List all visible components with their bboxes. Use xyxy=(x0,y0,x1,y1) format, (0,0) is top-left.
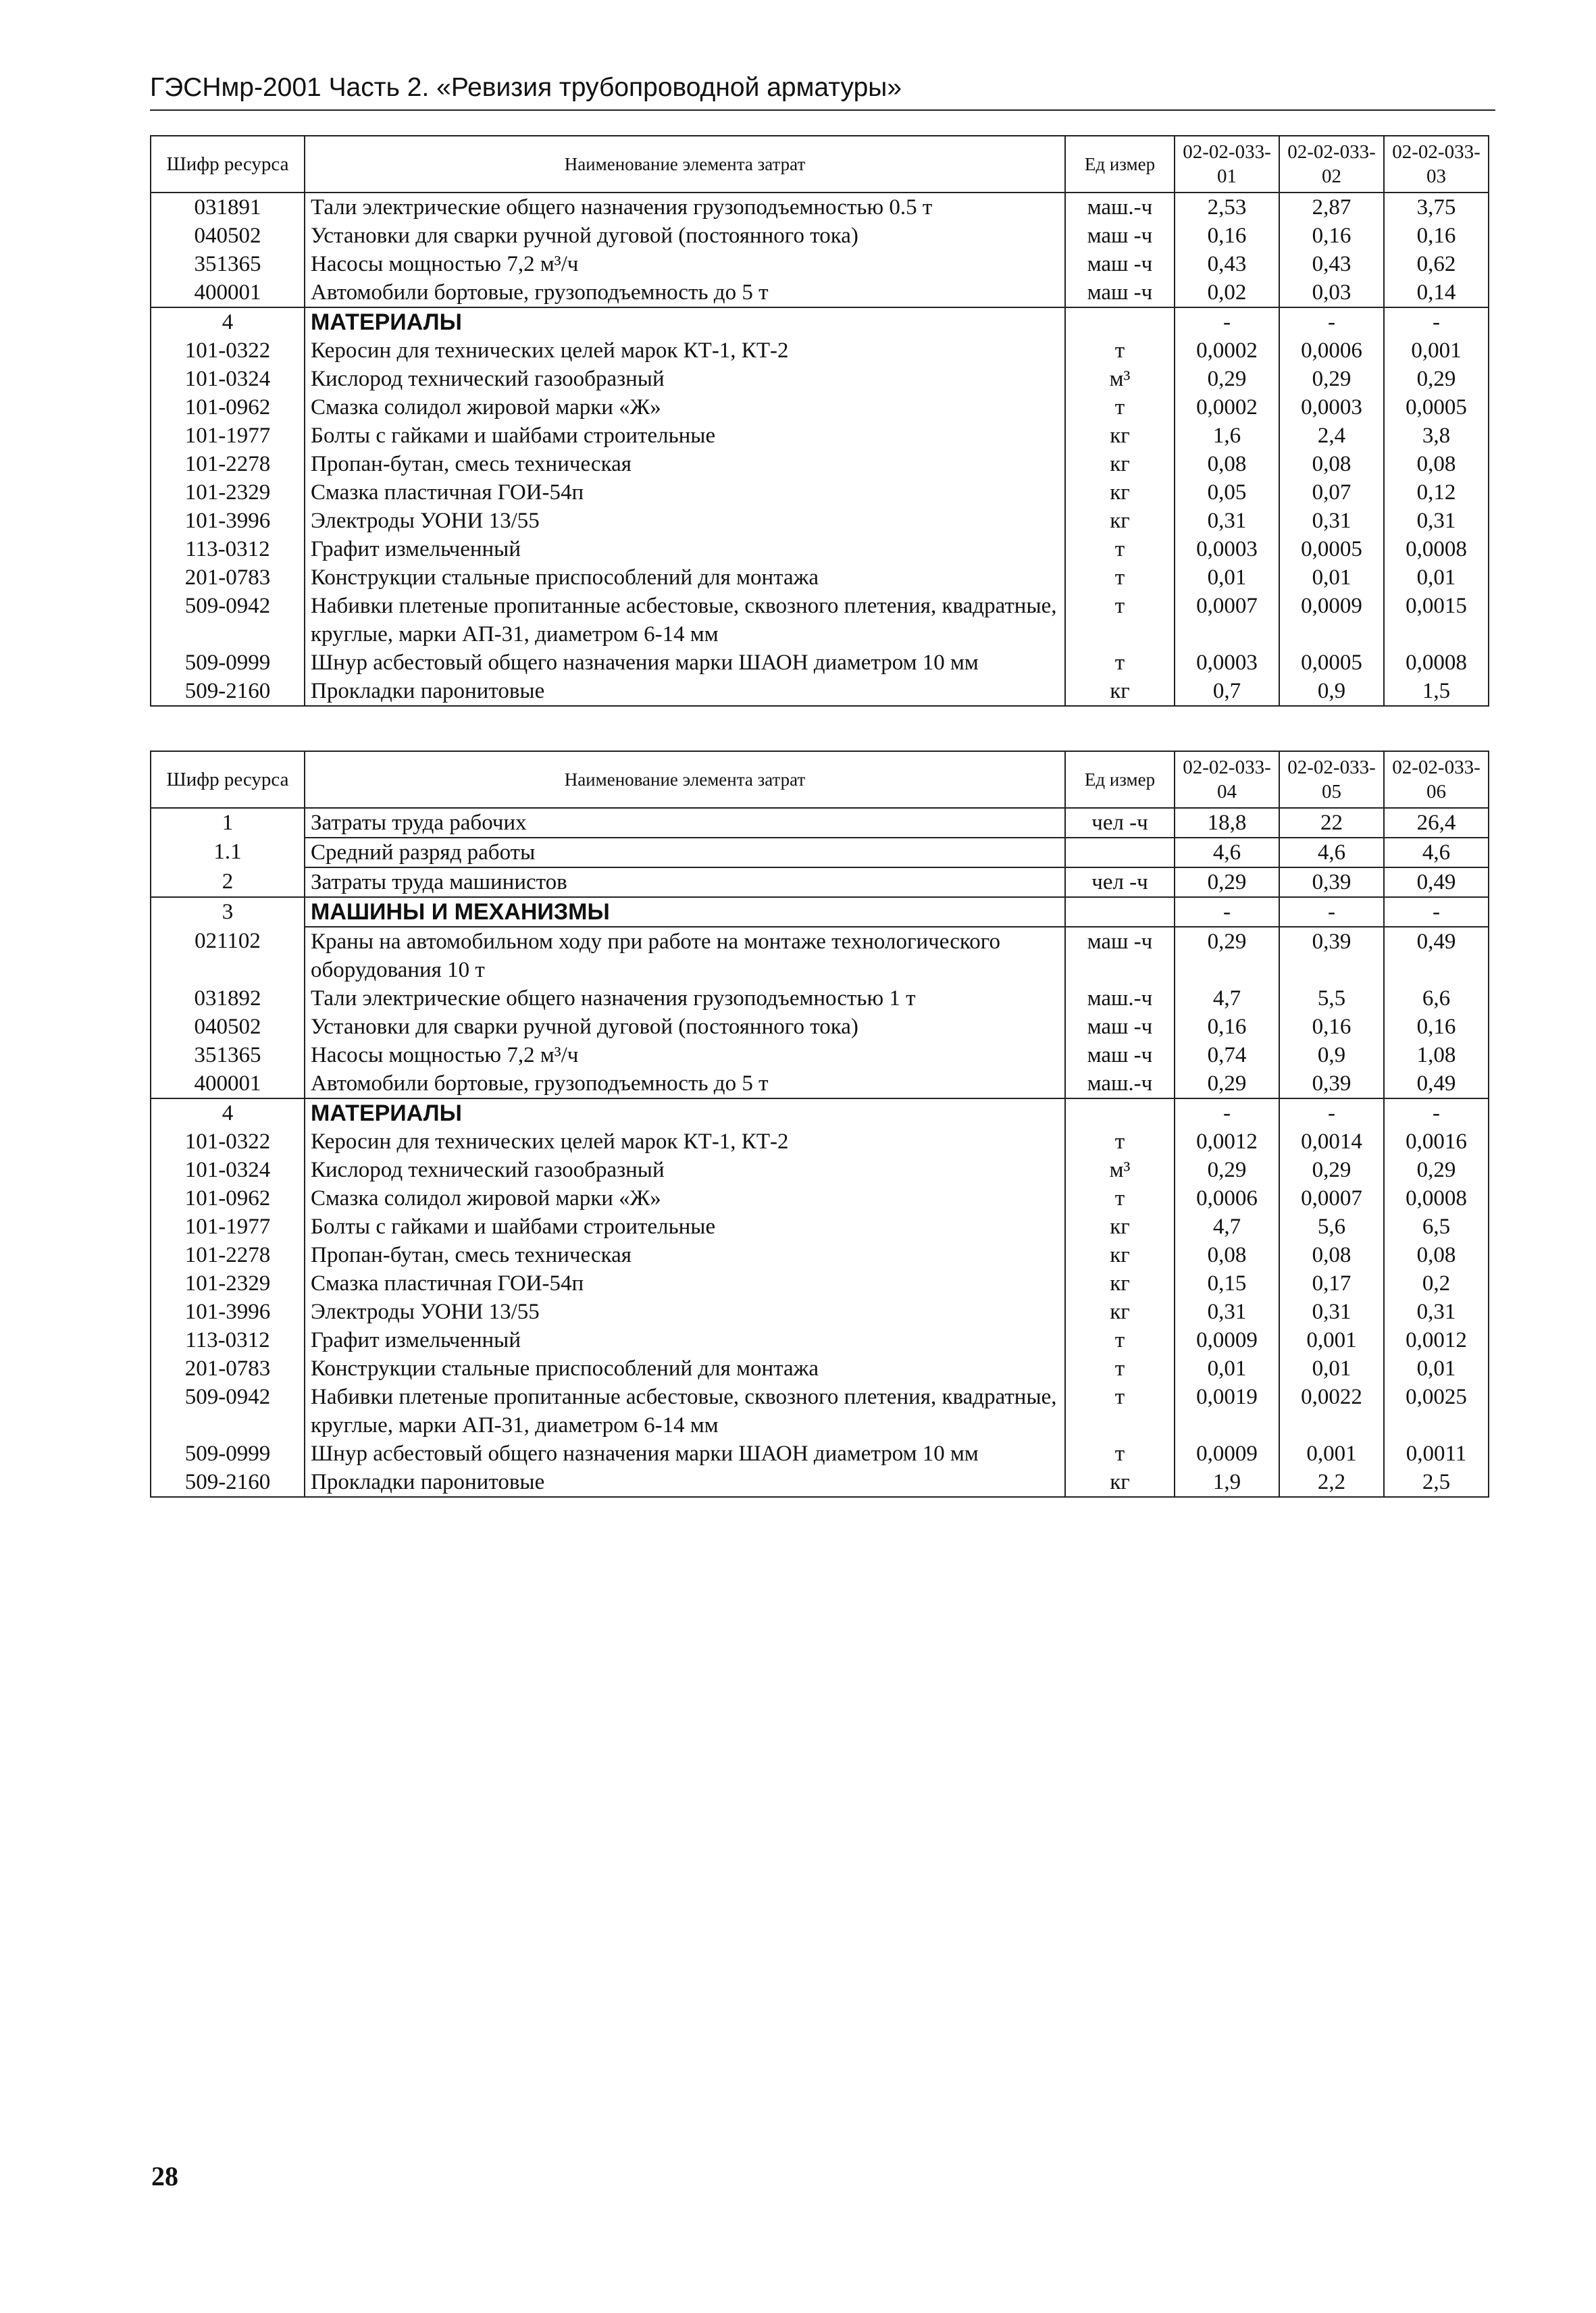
resource-name: Керосин для технических целей марок КТ-1, КТ-2 xyxy=(305,1127,1065,1156)
value-cell-1: 1,9 xyxy=(1175,1468,1279,1497)
resource-name: Графит измельченный xyxy=(305,1326,1065,1354)
value-cell-2: 0,17 xyxy=(1279,1269,1384,1298)
value-cell-3: - xyxy=(1384,1098,1489,1127)
resource-code: 040502 xyxy=(151,222,305,250)
unit-cell: маш.-ч xyxy=(1065,1069,1175,1098)
value-cell-1: 0,43 xyxy=(1175,250,1279,278)
value-cell-3: 0,31 xyxy=(1384,507,1489,535)
value-cell-1: 18,8 xyxy=(1175,808,1279,838)
unit-cell: кг xyxy=(1065,1269,1175,1298)
unit-cell: т xyxy=(1065,649,1175,677)
value-cell-1: 0,31 xyxy=(1175,507,1279,535)
resource-name: Шнур асбестовый общего назначения марки ШАОН диаметром 10 мм xyxy=(305,649,1065,677)
resource-code: 040502 xyxy=(151,1013,305,1041)
table-row xyxy=(151,1468,1489,1497)
unit-cell: кг xyxy=(1065,1468,1175,1497)
value-cell-3: 0,0011 xyxy=(1384,1440,1489,1468)
resource-name: Прокладки паронитовые xyxy=(305,677,1065,706)
table-row xyxy=(151,592,1489,649)
resource-name: Электроды УОНИ 13/55 xyxy=(305,507,1065,535)
unit-cell: кг xyxy=(1065,1213,1175,1241)
value-cell-3: 0,14 xyxy=(1384,278,1489,307)
unit-cell: т xyxy=(1065,1127,1175,1156)
resource-name: Насосы мощностью 7,2 м³/ч xyxy=(305,1041,1065,1069)
resource-name: Болты с гайками и шайбами строительные xyxy=(305,422,1065,450)
resource-name: Конструкции стальные приспособлений для монтажа xyxy=(305,1354,1065,1383)
value-cell-2: 0,0007 xyxy=(1279,1184,1384,1213)
value-cell-1: 0,08 xyxy=(1175,1241,1279,1269)
value-cell-3: 0,0012 xyxy=(1384,1326,1489,1354)
resource-code: 400001 xyxy=(151,1069,305,1098)
resource-name: Конструкции стальные приспособлений для монтажа xyxy=(305,563,1065,592)
value-cell-3: 3,75 xyxy=(1384,193,1489,222)
value-cell-1: 0,0002 xyxy=(1175,393,1279,422)
value-cell-2: 0,31 xyxy=(1279,1298,1384,1326)
value-cell-1: 0,16 xyxy=(1175,222,1279,250)
value-cell-2: 5,5 xyxy=(1279,984,1384,1013)
unit-cell: кг xyxy=(1065,478,1175,507)
column-header-code: Шифр ресурса xyxy=(151,136,305,193)
value-cell-1: 0,29 xyxy=(1175,1156,1279,1184)
unit-cell xyxy=(1065,838,1175,867)
column-header-name: Наименование элемента затрат xyxy=(305,136,1065,193)
resource-code: 101-3996 xyxy=(151,507,305,535)
resource-code: 2 xyxy=(151,867,305,897)
resource-code: 101-1977 xyxy=(151,1213,305,1241)
value-cell-3: 0,62 xyxy=(1384,250,1489,278)
value-cell-2: 0,0014 xyxy=(1279,1127,1384,1156)
value-cell-3: 0,16 xyxy=(1384,1013,1489,1041)
value-cell-1: 0,0012 xyxy=(1175,1127,1279,1156)
resource-code: 113-0312 xyxy=(151,1326,305,1354)
resource-code: 1 xyxy=(151,808,305,838)
value-cell-2: 0,08 xyxy=(1279,1241,1384,1269)
value-cell-1: 0,01 xyxy=(1175,563,1279,592)
unit-cell xyxy=(1065,307,1175,336)
resource-code: 351365 xyxy=(151,1041,305,1069)
value-cell-2: - xyxy=(1279,897,1384,927)
value-cell-3: - xyxy=(1384,897,1489,927)
value-cell-1: 4,7 xyxy=(1175,984,1279,1013)
value-cell-1: 0,0003 xyxy=(1175,535,1279,563)
value-cell-3: 0,49 xyxy=(1384,867,1489,897)
resource-name: Смазка солидол жировой марки «Ж» xyxy=(305,1184,1065,1213)
header-rule xyxy=(150,109,1495,111)
resource-name: Прокладки паронитовые xyxy=(305,1468,1065,1497)
table-row xyxy=(151,838,1489,867)
value-cell-3: 0,01 xyxy=(1384,1354,1489,1383)
value-cell-3: 0,0008 xyxy=(1384,1184,1489,1213)
resource-name: Краны на автомобильном ходу при работе на монтаже технологического оборудования 10 т xyxy=(305,927,1065,984)
value-cell-1: 0,0009 xyxy=(1175,1440,1279,1468)
column-header-name: Наименование элемента затрат xyxy=(305,751,1065,808)
value-cell-1: 0,29 xyxy=(1175,1069,1279,1098)
resource-name: Пропан-бутан, смесь техническая xyxy=(305,1241,1065,1269)
resource-name: Кислород технический газообразный xyxy=(305,1156,1065,1184)
value-cell-2: 0,0022 xyxy=(1279,1383,1384,1440)
value-cell-1: 0,0007 xyxy=(1175,592,1279,649)
value-cell-3: 0,0025 xyxy=(1384,1383,1489,1440)
value-cell-2: 2,87 xyxy=(1279,193,1384,222)
value-cell-3: 0,0005 xyxy=(1384,393,1489,422)
table-row xyxy=(151,336,1489,365)
column-header-unit: Ед измер xyxy=(1065,136,1175,193)
resource-name: Автомобили бортовые, грузоподъемность до 5 т xyxy=(305,278,1065,307)
resource-name: Электроды УОНИ 13/55 xyxy=(305,1298,1065,1326)
table-row xyxy=(151,897,1489,927)
value-cell-2: 0,01 xyxy=(1279,1354,1384,1383)
resource-name: Средний разряд работы xyxy=(305,838,1065,867)
unit-cell: маш -ч xyxy=(1065,1013,1175,1041)
column-header-v1: 02-02-033-04 xyxy=(1175,751,1279,808)
unit-cell: т xyxy=(1065,1354,1175,1383)
unit-cell: кг xyxy=(1065,507,1175,535)
resource-code: 101-0322 xyxy=(151,1127,305,1156)
value-cell-1: 0,15 xyxy=(1175,1269,1279,1298)
table-row xyxy=(151,1127,1489,1156)
page-header-title: ГЭСНмр-2001 Часть 2. «Ревизия трубопроводной арматуры» xyxy=(150,73,902,102)
value-cell-1: 4,6 xyxy=(1175,838,1279,867)
unit-cell: кг xyxy=(1065,450,1175,478)
value-cell-2: 0,39 xyxy=(1279,927,1384,984)
column-header-v2: 02-02-033-05 xyxy=(1279,751,1384,808)
table-row xyxy=(151,984,1489,1013)
value-cell-2: 0,01 xyxy=(1279,563,1384,592)
value-cell-2: 0,39 xyxy=(1279,1069,1384,1098)
resource-name: Автомобили бортовые, грузоподъемность до 5 т xyxy=(305,1069,1065,1098)
resource-code: 101-3996 xyxy=(151,1298,305,1326)
unit-cell: чел -ч xyxy=(1065,808,1175,838)
value-cell-2: 4,6 xyxy=(1279,838,1384,867)
value-cell-2: 0,0005 xyxy=(1279,649,1384,677)
unit-cell: маш -ч xyxy=(1065,222,1175,250)
value-cell-2: 2,2 xyxy=(1279,1468,1384,1497)
resource-name: Набивки плетеные пропитанные асбестовые, сквозного плетения, квадратные, круглые, марки АП-31, диаметром 6-14 мм xyxy=(305,1383,1065,1440)
value-cell-2: 0,08 xyxy=(1279,450,1384,478)
resource-name: Графит измельченный xyxy=(305,535,1065,563)
value-cell-2: - xyxy=(1279,307,1384,336)
table-row xyxy=(151,1041,1489,1069)
value-cell-2: 5,6 xyxy=(1279,1213,1384,1241)
resource-name: МАТЕРИАЛЫ xyxy=(305,307,1065,336)
resource-code: 4 xyxy=(151,307,305,336)
value-cell-1: 0,29 xyxy=(1175,867,1279,897)
table-row xyxy=(151,927,1489,984)
unit-cell: кг xyxy=(1065,677,1175,706)
value-cell-2: 0,001 xyxy=(1279,1326,1384,1354)
resource-name: Тали электрические общего назначения грузоподъемностью 0.5 т xyxy=(305,193,1065,222)
table-row xyxy=(151,535,1489,563)
table-row xyxy=(151,307,1489,336)
resource-code: 101-0322 xyxy=(151,336,305,365)
table-row xyxy=(151,1241,1489,1269)
resource-name: Кислород технический газообразный xyxy=(305,365,1065,393)
resource-name: Болты с гайками и шайбами строительные xyxy=(305,1213,1065,1241)
resource-code: 101-0962 xyxy=(151,1184,305,1213)
value-cell-1: 0,7 xyxy=(1175,677,1279,706)
table-row xyxy=(151,507,1489,535)
table-row xyxy=(151,1098,1489,1127)
resource-code: 509-0942 xyxy=(151,592,305,649)
value-cell-3: 0,29 xyxy=(1384,1156,1489,1184)
value-cell-3: 0,16 xyxy=(1384,222,1489,250)
resource-name: Смазка пластичная ГОИ-54п xyxy=(305,478,1065,507)
column-header-v1: 02-02-033-01 xyxy=(1175,136,1279,193)
resource-table-2 xyxy=(150,751,1489,1498)
column-header-unit: Ед измер xyxy=(1065,751,1175,808)
table-row xyxy=(151,450,1489,478)
resource-code: 101-0324 xyxy=(151,1156,305,1184)
value-cell-2: 0,9 xyxy=(1279,677,1384,706)
resource-name: Тали электрические общего назначения грузоподъемностью 1 т xyxy=(305,984,1065,1013)
table-row xyxy=(151,193,1489,222)
value-cell-3: 0,12 xyxy=(1384,478,1489,507)
value-cell-3: 2,5 xyxy=(1384,1468,1489,1497)
table-row xyxy=(151,808,1489,838)
value-cell-2: 0,31 xyxy=(1279,507,1384,535)
value-cell-3: 1,5 xyxy=(1384,677,1489,706)
value-cell-1: 0,29 xyxy=(1175,927,1279,984)
table-row xyxy=(151,1383,1489,1440)
table-row xyxy=(151,1156,1489,1184)
value-cell-1: 4,7 xyxy=(1175,1213,1279,1241)
unit-cell: кг xyxy=(1065,422,1175,450)
resource-code: 031892 xyxy=(151,984,305,1013)
value-cell-3: 0,0016 xyxy=(1384,1127,1489,1156)
value-cell-3: 0,001 xyxy=(1384,336,1489,365)
value-cell-2: 0,43 xyxy=(1279,250,1384,278)
value-cell-2: 0,39 xyxy=(1279,867,1384,897)
value-cell-2: 0,16 xyxy=(1279,222,1384,250)
value-cell-3: 0,08 xyxy=(1384,1241,1489,1269)
resource-code: 3 xyxy=(151,897,305,927)
value-cell-3: 0,08 xyxy=(1384,450,1489,478)
column-header-v3: 02-02-033-03 xyxy=(1384,136,1489,193)
value-cell-2: - xyxy=(1279,1098,1384,1127)
resource-code: 509-2160 xyxy=(151,677,305,706)
unit-cell: маш -ч xyxy=(1065,250,1175,278)
value-cell-3: 0,31 xyxy=(1384,1298,1489,1326)
value-cell-1: 1,6 xyxy=(1175,422,1279,450)
value-cell-2: 0,03 xyxy=(1279,278,1384,307)
unit-cell: т xyxy=(1065,1440,1175,1468)
value-cell-1: - xyxy=(1175,307,1279,336)
resource-code: 101-2278 xyxy=(151,450,305,478)
resource-name: Керосин для технических целей марок КТ-1, КТ-2 xyxy=(305,336,1065,365)
resource-code: 021102 xyxy=(151,927,305,984)
value-cell-2: 0,29 xyxy=(1279,365,1384,393)
unit-cell: т xyxy=(1065,1326,1175,1354)
unit-cell: м³ xyxy=(1065,1156,1175,1184)
resource-code: 351365 xyxy=(151,250,305,278)
value-cell-3: 6,5 xyxy=(1384,1213,1489,1241)
unit-cell: маш -ч xyxy=(1065,1041,1175,1069)
resource-code: 509-2160 xyxy=(151,1468,305,1497)
value-cell-1: 0,74 xyxy=(1175,1041,1279,1069)
value-cell-3: 0,0015 xyxy=(1384,592,1489,649)
table-row xyxy=(151,1326,1489,1354)
unit-cell: м³ xyxy=(1065,365,1175,393)
value-cell-1: - xyxy=(1175,897,1279,927)
value-cell-3: 0,49 xyxy=(1384,1069,1489,1098)
unit-cell: маш -ч xyxy=(1065,927,1175,984)
unit-cell: маш.-ч xyxy=(1065,193,1175,222)
unit-cell xyxy=(1065,897,1175,927)
unit-cell: т xyxy=(1065,1383,1175,1440)
unit-cell: кг xyxy=(1065,1298,1175,1326)
value-cell-3: 0,0008 xyxy=(1384,649,1489,677)
table-row xyxy=(151,1269,1489,1298)
value-cell-3: 0,29 xyxy=(1384,365,1489,393)
column-header-v2: 02-02-033-02 xyxy=(1279,136,1384,193)
table-row xyxy=(151,1298,1489,1326)
table-row xyxy=(151,1440,1489,1468)
table-row xyxy=(151,278,1489,307)
value-cell-1: 0,0019 xyxy=(1175,1383,1279,1440)
table-row xyxy=(151,478,1489,507)
value-cell-2: 2,4 xyxy=(1279,422,1384,450)
value-cell-1: 0,05 xyxy=(1175,478,1279,507)
table-row xyxy=(151,1069,1489,1098)
resource-name: Шнур асбестовый общего назначения марки ШАОН диаметром 10 мм xyxy=(305,1440,1065,1468)
unit-cell: т xyxy=(1065,393,1175,422)
value-cell-1: 0,0006 xyxy=(1175,1184,1279,1213)
resource-name: Смазка пластичная ГОИ-54п xyxy=(305,1269,1065,1298)
resource-code: 101-2329 xyxy=(151,1269,305,1298)
resource-name: Установки для сварки ручной дуговой (постоянного тока) xyxy=(305,1013,1065,1041)
resource-code: 201-0783 xyxy=(151,563,305,592)
unit-cell: кг xyxy=(1065,1241,1175,1269)
resource-name: Набивки плетеные пропитанные асбестовые, сквозного плетения, квадратные, круглые, марки АП-31, диаметром 6-14 мм xyxy=(305,592,1065,649)
table-row xyxy=(151,222,1489,250)
value-cell-1: 0,02 xyxy=(1175,278,1279,307)
resource-code: 509-0999 xyxy=(151,1440,305,1468)
value-cell-2: 0,9 xyxy=(1279,1041,1384,1069)
value-cell-1: 0,16 xyxy=(1175,1013,1279,1041)
value-cell-2: 0,0006 xyxy=(1279,336,1384,365)
table-row xyxy=(151,1354,1489,1383)
column-header-code: Шифр ресурса xyxy=(151,751,305,808)
table-row xyxy=(151,365,1489,393)
unit-cell: маш.-ч xyxy=(1065,984,1175,1013)
resource-code: 509-0999 xyxy=(151,649,305,677)
value-cell-1: 2,53 xyxy=(1175,193,1279,222)
value-cell-1: 0,0002 xyxy=(1175,336,1279,365)
table-row xyxy=(151,1184,1489,1213)
table-row xyxy=(151,1213,1489,1241)
value-cell-1: 0,29 xyxy=(1175,365,1279,393)
table-header-row xyxy=(151,136,1489,193)
resource-name: Затраты труда рабочих xyxy=(305,808,1065,838)
resource-code: 101-0962 xyxy=(151,393,305,422)
resource-code: 101-1977 xyxy=(151,422,305,450)
value-cell-3: 0,01 xyxy=(1384,563,1489,592)
value-cell-3: 0,49 xyxy=(1384,927,1489,984)
table-row xyxy=(151,649,1489,677)
value-cell-2: 0,29 xyxy=(1279,1156,1384,1184)
resource-code: 1.1 xyxy=(151,838,305,867)
resource-name: МАТЕРИАЛЫ xyxy=(305,1098,1065,1127)
value-cell-1: 0,0003 xyxy=(1175,649,1279,677)
table-row xyxy=(151,867,1489,897)
value-cell-2: 0,0005 xyxy=(1279,535,1384,563)
value-cell-3: - xyxy=(1384,307,1489,336)
unit-cell: маш -ч xyxy=(1065,278,1175,307)
table-row xyxy=(151,677,1489,706)
unit-cell: т xyxy=(1065,563,1175,592)
value-cell-3: 0,0008 xyxy=(1384,535,1489,563)
value-cell-1: 0,31 xyxy=(1175,1298,1279,1326)
value-cell-2: 0,07 xyxy=(1279,478,1384,507)
value-cell-2: 0,001 xyxy=(1279,1440,1384,1468)
table-row xyxy=(151,250,1489,278)
resource-code: 201-0783 xyxy=(151,1354,305,1383)
unit-cell: т xyxy=(1065,535,1175,563)
resource-name: Затраты труда машинистов xyxy=(305,867,1065,897)
unit-cell xyxy=(1065,1098,1175,1127)
value-cell-3: 4,6 xyxy=(1384,838,1489,867)
value-cell-3: 26,4 xyxy=(1384,808,1489,838)
resource-code: 113-0312 xyxy=(151,535,305,563)
page-number: 28 xyxy=(151,2161,178,2191)
resource-code: 400001 xyxy=(151,278,305,307)
table-row xyxy=(151,393,1489,422)
value-cell-1: 0,01 xyxy=(1175,1354,1279,1383)
value-cell-1: - xyxy=(1175,1098,1279,1127)
unit-cell: т xyxy=(1065,592,1175,649)
resource-code: 101-2329 xyxy=(151,478,305,507)
value-cell-1: 0,08 xyxy=(1175,450,1279,478)
value-cell-3: 3,8 xyxy=(1384,422,1489,450)
resource-code: 509-0942 xyxy=(151,1383,305,1440)
table-header-row xyxy=(151,751,1489,808)
table-row xyxy=(151,1013,1489,1041)
unit-cell: т xyxy=(1065,1184,1175,1213)
value-cell-3: 6,6 xyxy=(1384,984,1489,1013)
value-cell-2: 0,16 xyxy=(1279,1013,1384,1041)
resource-table-1 xyxy=(150,135,1489,707)
table-row xyxy=(151,422,1489,450)
resource-code: 101-0324 xyxy=(151,365,305,393)
value-cell-1: 0,0009 xyxy=(1175,1326,1279,1354)
value-cell-2: 0,0009 xyxy=(1279,592,1384,649)
resource-name: Смазка солидол жировой марки «Ж» xyxy=(305,393,1065,422)
resource-name: МАШИНЫ И МЕХАНИЗМЫ xyxy=(305,897,1065,927)
value-cell-3: 1,08 xyxy=(1384,1041,1489,1069)
resource-name: Установки для сварки ручной дуговой (постоянного тока) xyxy=(305,222,1065,250)
unit-cell: т xyxy=(1065,336,1175,365)
column-header-v3: 02-02-033-06 xyxy=(1384,751,1489,808)
resource-code: 101-2278 xyxy=(151,1241,305,1269)
value-cell-2: 22 xyxy=(1279,808,1384,838)
resource-code: 031891 xyxy=(151,193,305,222)
resource-name: Пропан-бутан, смесь техническая xyxy=(305,450,1065,478)
value-cell-2: 0,0003 xyxy=(1279,393,1384,422)
value-cell-3: 0,2 xyxy=(1384,1269,1489,1298)
table-row xyxy=(151,563,1489,592)
resource-code: 4 xyxy=(151,1098,305,1127)
resource-name: Насосы мощностью 7,2 м³/ч xyxy=(305,250,1065,278)
unit-cell: чел -ч xyxy=(1065,867,1175,897)
